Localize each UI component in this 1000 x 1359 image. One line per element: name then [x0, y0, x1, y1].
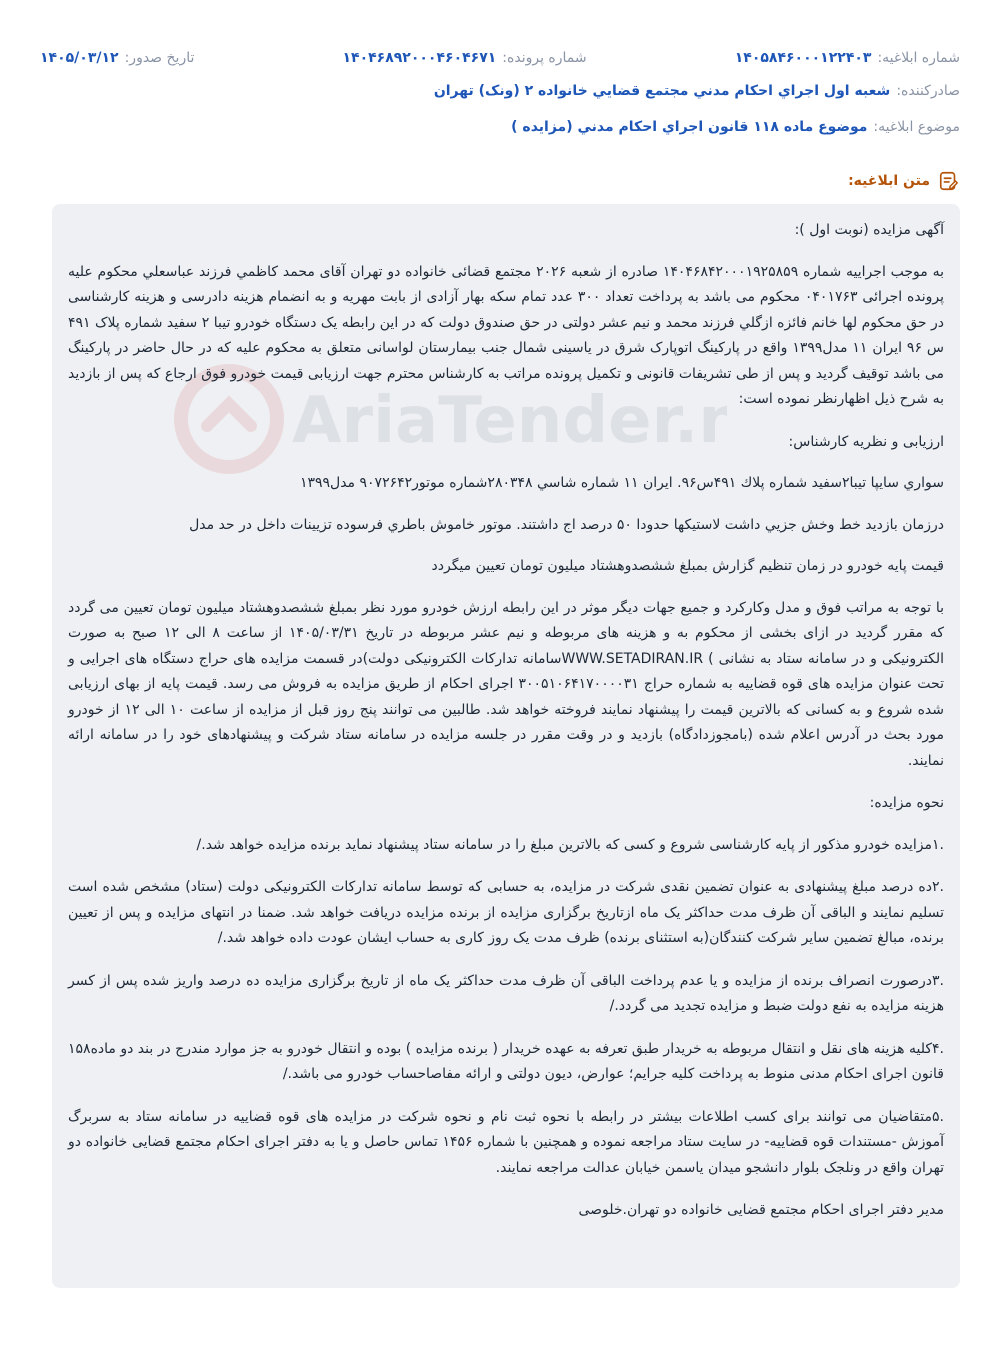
notice-paragraph: آگهی مزایده (نوبت اول ): [794, 222, 944, 238]
notice-number [735, 50, 960, 66]
notice-text-title: متن ابلاغیه: [848, 173, 930, 189]
notice-paragraph: .۱مزایده خودرو مذکور از پایه کارشناسی شروع و کسی که بالاترین مبلغ را در سامانه ستاد پیشنهاد نماید برنده مزایده خواهد شد./ [196, 836, 944, 853]
notice-paragraph: نحوه مزایده: [869, 795, 944, 811]
file-number [342, 50, 586, 66]
issue-date-value: ۱۴۰۵/۰۳/۱۲ [40, 50, 119, 66]
issue-date [40, 50, 194, 66]
issuer-label: صادرکننده: [896, 83, 960, 99]
notice-meta-row [40, 44, 960, 72]
notice-number-value: ۱۴۰۵۸۴۶۰۰۰۱۲۲۴۰۳ [734, 50, 872, 66]
notice-paragraph: با توجه به مراتب فوق و مدل وکارکرد و جمیع جهات دیگر موثر در این رابطه ارزش خودرو مورد نظر بمبلغ ششصدوهشتاد میلیون تومان تعیین می گردد که مقرر گردید در ازای بخشی از محکوم به و هزینه های مربوطه و نیم عشر مربوطه در تاریخ ۱۴۰۵/۰۳/۳۱ از ساعت ۸ الی ۱۲ صبح به صورت الکترونیکی و در سامانه ستاد به نشانی ) WWW.SETADIRAN.IRسامانه تدارکات الکترونیکی دولت)در قسمت مزایده های حراج دستگاه های اجرایی و تحت عنوان مزایده های قوه قضاییه به شماره حراج ۳۰۰۵۱۰۶۴۱۷۰۰۰۰۳۱ اجرای احکام از طریق مزایده به فروش می رسد. قیمت پایه از بهای ارزیابی شده شروع و به کسانی که بالاترین قیمت را پیشنهاد نمایند فروخته خواهد شد. طالبین می توانند پنج روز قبل از مزایده از ساعت ۱۰ الی ۱۲ از خودرو مورد بحث در آدرس اعلام شده (بامجوزدادگاه) بازدید و در وقت مقرر در جلسه مزایده در سامانه ستاد شرکت و پیشنهادهای خود را در سامانه ارائه نمایند. [68, 599, 945, 769]
notice-paragraph: .۴کلیه هزینه های نقل و انتقال مربوطه به خریدار طبق تعرفه به عهده خریدار ( برنده مزایده ) بوده و انتقال خودرو به جز موارد مندرج در بند دو ماده۱۵۸ قانون اجرای احکام مدنی منوط به پرداخت کلیه جرایم؛ عوارض، دیون دولتی و ارائه مفاصاحساب خودرو می باشد./ [68, 1040, 944, 1082]
notice-paragraph: ارزیابی و نظریه کارشناس: [788, 433, 944, 450]
notice-paragraph: قيمت پايه خودرو در زمان تنظيم گزارش بمبلغ ششصدوهشتاد ميليون تومان تعيين ميگردد [431, 558, 944, 574]
issuer-value: شعبه اول اجراي احكام مدني مجتمع قضايي خانواده ۲ (ونک) تهران [433, 83, 891, 99]
notice-paragraph: .۲ده درصد مبلغ پیشنهادی به عنوان تضمین نقدی شرکت در مزایده، به حسابی که توسط سامانه تدارکات الکترونیکی دولت (ستاد) مشخص شده است تسلیم نمایند و الباقی آن ظرف مدت حداکثر یک ماه ازتاریخ برگزاری مزایده از برنده مزایده دریافت خواهد شد. ضمنا در انتهای مزایده و پس از تعیین برنده، مبالغ تضمین سایر شرکت کنندگان(به استثنای برنده) ظرف مدت یک روز کاری به حساب ایشان عودت داده خواهد شد./ [68, 879, 944, 946]
subject-label: موضوع ابلاغیه: [873, 119, 960, 135]
notice-paragraph: به موجب اجراییه شماره ۱۴۰۴۶۸۴۲۰۰۰۱۹۲۵۸۵۹ صادره از شعبه ۲۰۲۶ مجتمع قضائی خانواده دو تهران آقای محمد کاظمي فرزند عباسعلي محکوم علیه پرونده اجرائی ۰۴۰۱۷۶۳ محکوم می باشد به پرداخت تعداد ۳۰۰ عدد تمام سکه بهار آزادی از بابت مهریه و به انضمام هزینه دادرسی و هزینه کارشناسی در حق محکوم لها خانم فائزه ازگلي فرزند محمد و نیم عشر دولتی در حق صندوق دولت که در این رابطه یک دستگاه خودرو تیبا ۲ سفید شماره پلاک ۴۹۱ س ۹۶ ایران ۱۱ مدل۱۳۹۹ واقع در پارکینگ اتوپارک شرق در یاسینی شمال جنب بیمارستان لواسانی متعلق به محکوم علیه که در حال حاضر در پارکینگ می باشد توقیف گردید و پس از طی تشریفات قانونی و تکمیل پرونده مراتب به کارشناس محترم جهت ارزیابی قیمت خودرو فوق ارجاع که پس از بازدید به شرح ذیل اظهارنظر نموده است: [68, 263, 945, 407]
issue-date-label: تاریخ صدور: [124, 50, 195, 66]
notice-paragraph: مدیر دفتر اجرای احکام مجتمع قضایی خانواده دو تهران.خلوصی [578, 1202, 944, 1218]
notice-text-heading [848, 170, 960, 192]
subject-value: موضوع ماده ۱۱۸ قانون اجراي احكام مدني (مزايده ) [511, 119, 868, 135]
document-note-icon [938, 170, 960, 192]
notice-number-label: شماره ابلاغیه: [877, 50, 960, 66]
notice-paragraph: .۳درصورت انصراف برنده از مزایده و یا عدم پرداخت الباقی آن ظرف مدت حداکثر یک ماه از تاریخ برگزاری مزایده ده درصد واریز شده پس از کسر هزینه مزایده به نفع دولت ضبط و مزایده تجدید می گردد./ [68, 972, 944, 1014]
notice-paragraph: سواري سايپا تيبا۲سفيد شماره پلاك ۴۹۱س۹۶. ايران ۱۱ شماره شاسي ۲۸۰۳۴۸شماره موتور۹۰۷۲۶۴۲ مدل۱۳۹۹ [299, 475, 944, 491]
notice-paragraph: درزمان بازديد خط وخش جزيي داشت لاستيكها حدودا ۵۰ درصد اج داشتند. موتور خاموش باطري فرسوده تزيينات داخل در حد مدل [189, 516, 944, 533]
notice-text-panel [52, 204, 960, 1288]
notice-paragraph: .۵متقاضیان می توانند برای کسب اطلاعات بیشتر در رابطه با نحوه ثبت نام و نحوه شرکت در مزایده های قوه قضاییه در سامانه ستاد به سربرگ آموزش -مستندات قوه قضاییه- در سایت ستاد مراجعه نموده و همچنین با شماره ۱۴۵۶ تماس حاصل و یا به دفتر اجرای احکام مجتمع قضایی خانواده دو تهران واقع در ونلجک بلوار دانشجو میدان یاسمن خیابان عدالت مراجعه نمایند. [68, 1108, 944, 1176]
svg-text:AriaTender.net: AriaTender.n [292, 384, 727, 458]
subject-row [40, 119, 960, 135]
issuer-row [40, 83, 960, 99]
file-number-value: ۱۴۰۴۶۸۹۲۰۰۰۴۶۰۴۶۷۱ [342, 50, 497, 66]
file-number-label: شماره پرونده: [502, 50, 587, 66]
